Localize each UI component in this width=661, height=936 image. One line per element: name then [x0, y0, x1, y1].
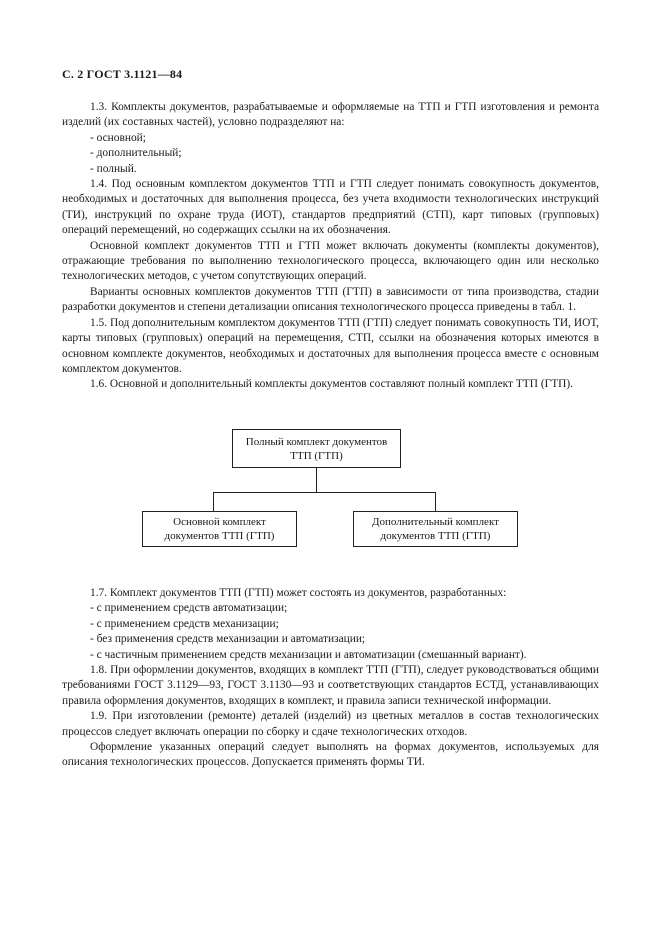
paragraph-1-7: 1.7. Комплект документов ТТП (ГТП) может состоять из документов, разработанных: [90, 587, 507, 599]
paragraph-1-5: 1.5. Под дополнительным комплектом документов ТТП (ГТП) следует понимать совокупность ТИ, ИОТ, карты типовых (групповых) операций на перемещения, СТП, ссылки на обозначения которых имеются в основном комплекте документов, необходимых и достаточных для выполнения процесса вместе с основным комплектом документов. [62, 316, 599, 375]
box-main-line2: документов ТТП (ГТП) [164, 530, 275, 542]
text-block-2 [62, 586, 599, 771]
paragraph-1-4: 1.4. Под основным комплектом документов ТТП и ГТП следует понимать совокупность документов, необходимых и достаточных для выполнения процесса, без учета входимости технологических инструкций (ТИ), инструкций по охране труда (ИОТ), стандартов предприятий (СТП), карт типовых (групповых) операций перемещений, но содержащих ссылки на их обозначения. [62, 178, 599, 237]
box-main-set [142, 511, 297, 547]
box-main-line1: Основной комплект [173, 516, 266, 528]
paragraph-1-3: 1.3. Комплекты документов, разрабатываемые и оформляемые на ТТП и ГТП изготовления и ремонта изделий (их составных частей), условно подразделяют на: [62, 101, 599, 129]
paragraph-1-8: 1.8. При оформлении документов, входящих в комплект ТТП (ГТП), следует руководствоваться общими требованиями ГОСТ 3.1129—93, ГОСТ 3.1130—93 и соответствующих стандартов ЕСТД, устанавливающих правила оформления документов, входящих в комплект, и правила записи технической информации. [62, 664, 599, 707]
box-extra-line2: документов ТТП (ГТП) [380, 530, 491, 542]
box-additional-set [353, 511, 518, 547]
text-block-1 [62, 100, 599, 393]
connector-vertical-top [316, 468, 317, 492]
connector-vertical-right [435, 492, 436, 511]
paragraph-variants: Варианты основных комплектов документов ТТП (ГТП) в зависимости от типа производства, стадии разработки документов и степени детализации описания технологического процесса приведены в табл. 1. [62, 285, 599, 314]
list-item-mixed: - с частичным применением средств механизации и автоматизации (смешанный вариант). [90, 648, 527, 661]
box-full-line1: Полный комплект документов [245, 435, 388, 448]
list-item-full: - полный. [90, 162, 137, 175]
paragraph-main-set: Основной комплект документов ТТП и ГТП может включать документы (комплекты документов), отражающие требования по выполнению технологического процесса, включающего один или несколько технологических методов, с учетом сопутствующих операций. [62, 239, 599, 283]
paragraph-1-9: 1.9. При изготовлении (ремонте) деталей (изделий) из цветных металлов в состав технологических процессов следует включать операции по сборку и сдаче технологических отходов. [62, 710, 599, 738]
list-item-automation: - с применением средств автоматизации; [90, 602, 288, 615]
box-full-set [232, 429, 401, 468]
page-header: С. 2 ГОСТ 3.1121—84 [62, 67, 183, 81]
list-item-additional: - дополнительный; [90, 147, 182, 160]
box-extra-line1: Дополнительный комплект [372, 516, 499, 528]
list-item-basic: - основной; [90, 131, 146, 144]
connector-horizontal [213, 492, 436, 493]
connector-vertical-left [213, 492, 214, 511]
list-item-mechanization: - с применением средств механизации; [90, 617, 279, 630]
list-item-without: - без применения средств механизации и автоматизации; [90, 633, 366, 646]
box-full-line2: ТТП (ГТП) [290, 449, 343, 462]
paragraph-1-6: 1.6. Основной и дополнительный комплекты документов составляют полный комплект ТТП (ГТП). [90, 378, 574, 391]
paragraph-forms: Оформление указанных операций следует выполнять на формах документов, используемых для описания технологических процессов. Допускается применять формы ТИ. [62, 741, 599, 769]
